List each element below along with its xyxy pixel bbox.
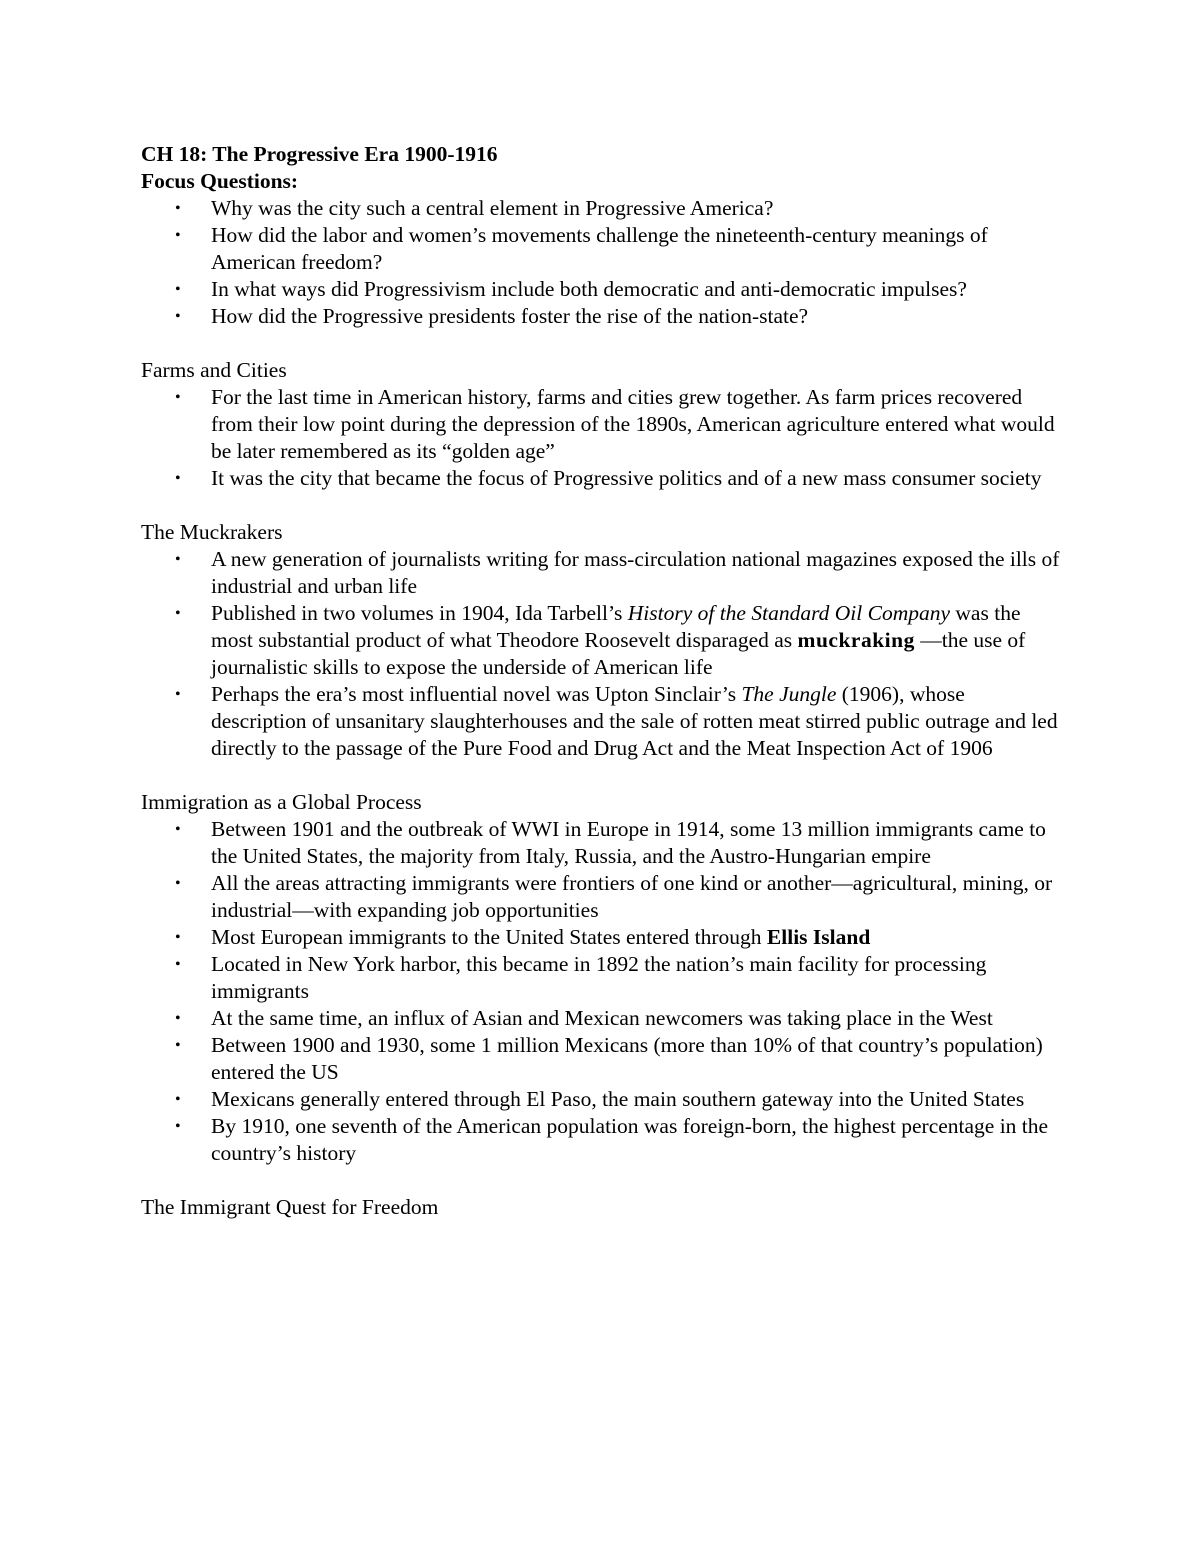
list-item: • Between 1901 and the outbreak of WWI in Europe in 1914, some 13 million immigrants came to the United States, the majority from Italy, Russia, and the Austro-Hungarian empire: [175, 817, 1046, 868]
key-term: muckraking: [797, 628, 915, 652]
list-item: • Between 1900 and 1930, some 1 million Mexicans (more than 10% of that country’s population) entered the US: [175, 1033, 1043, 1084]
book-title: History of the Standard Oil Company: [627, 601, 951, 625]
muckrakers-list: [141, 546, 1061, 762]
bullet-icon: •: [175, 308, 181, 325]
spacer: [141, 492, 1061, 519]
list-item: • By 1910, one seventh of the American population was foreign-born, the highest percentage in the country’s history: [175, 1114, 1049, 1165]
list-item: • At the same time, an influx of Asian and Mexican newcomers was taking place in the West: [175, 1006, 993, 1030]
bullet-icon: •: [175, 1118, 181, 1135]
list-item: • In what ways did Progressivism include both democratic and anti-democratic impulses?: [175, 277, 967, 301]
bullet-icon: •: [175, 686, 181, 703]
key-term: Ellis Island: [766, 925, 871, 949]
book-title: The Jungle: [741, 682, 837, 706]
bullet-icon: •: [175, 1091, 181, 1108]
list-item: • How did the labor and women’s movements challenge the nineteenth-century meanings of American freedom?: [175, 223, 988, 274]
list-item: • All the areas attracting immigrants were frontiers of one kind or another—agricultural, mining, or industrial—with expanding job opportunities: [175, 871, 1053, 922]
bullet-icon: •: [175, 551, 181, 568]
list-item: • Why was the city such a central element in Progressive America?: [175, 196, 774, 220]
bullet-icon: •: [175, 875, 181, 892]
focus-questions-label: Focus Questions:: [141, 169, 299, 193]
bullet-icon: •: [175, 227, 181, 244]
bullet-icon: •: [175, 821, 181, 838]
section-heading-farms-and-cities: Farms and Cities: [141, 358, 287, 382]
bullet-icon: •: [175, 389, 181, 406]
list-item: • It was the city that became the focus of Progressive politics and of a new mass consumer society: [175, 466, 1042, 490]
bullet-icon: •: [175, 470, 181, 487]
section-heading-muckrakers: The Muckrakers: [141, 520, 283, 544]
document-page: [141, 141, 1061, 1221]
farms-and-cities-list: [141, 384, 1061, 492]
list-item: • Most European immigrants to the United States entered through Ellis Island: [175, 925, 871, 949]
document-title: CH 18: The Progressive Era 1900-1916: [141, 142, 498, 166]
bullet-icon: •: [175, 200, 181, 217]
list-item: • For the last time in American history, farms and cities grew together. As farm prices recovered from their low point during the depression of the 1890s, American agriculture entered what would be later remembered as its “golden age”: [175, 385, 1055, 463]
list-item: • Perhaps the era’s most influential novel was Upton Sinclair’s The Jungle (1906), whose description of unsanitary slaughterhouses and the sale of rotten meat stirred public outrage and led directly to the passage of the Pure Food and Drug Act and the Meat Inspection Act of 1906: [175, 682, 1058, 760]
immigration-list: [141, 816, 1061, 1167]
spacer: [141, 1167, 1061, 1194]
spacer: [141, 762, 1061, 789]
bullet-icon: •: [175, 281, 181, 298]
list-item: • Mexicans generally entered through El Paso, the main southern gateway into the United States: [175, 1087, 1025, 1111]
list-item: • How did the Progressive presidents foster the rise of the nation-state?: [175, 304, 809, 328]
bullet-icon: •: [175, 605, 181, 622]
list-item: • Located in New York harbor, this became in 1892 the nation’s main facility for processing immigrants: [175, 952, 987, 1003]
bullet-icon: •: [175, 1037, 181, 1054]
bullet-icon: •: [175, 929, 181, 946]
spacer: [141, 330, 1061, 357]
bullet-icon: •: [175, 956, 181, 973]
focus-questions-list: [141, 195, 1061, 330]
section-heading-immigrant-quest: The Immigrant Quest for Freedom: [141, 1195, 439, 1219]
section-heading-immigration: Immigration as a Global Process: [141, 790, 422, 814]
list-item: • Published in two volumes in 1904, Ida Tarbell’s History of the Standard Oil Company was the most substantial product of what Theodore Roosevelt disparaged as muckraking —the use of journalistic skills to expose the underside of American life: [175, 601, 1026, 679]
bullet-icon: •: [175, 1010, 181, 1027]
list-item: • A new generation of journalists writing for mass-circulation national magazines exposed the ills of industrial and urban life: [175, 547, 1060, 598]
